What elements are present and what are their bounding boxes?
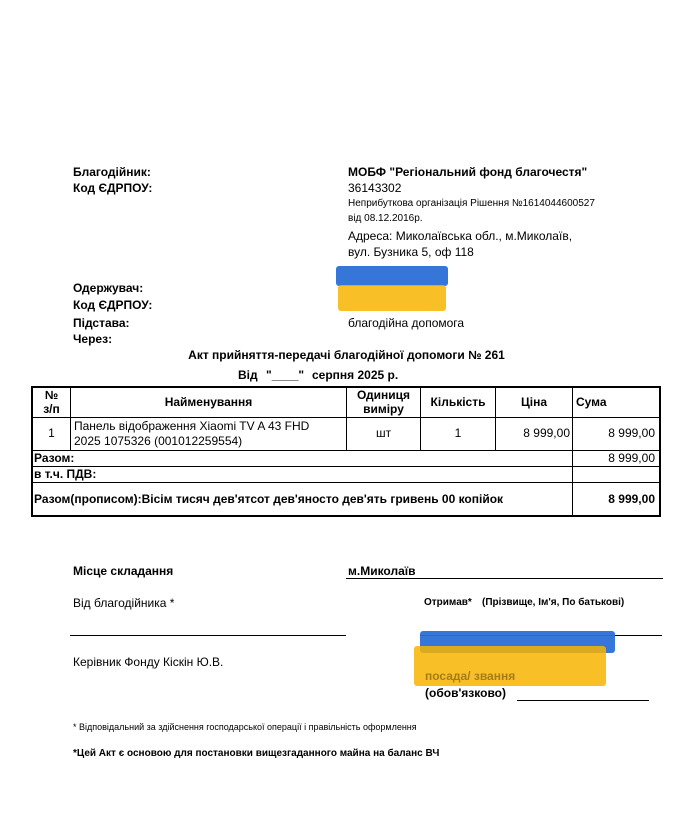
row-name-line1: Панель відображення Xiaomi TV A 43 FHD (74, 419, 310, 433)
recipient-label: Одержувач: (73, 281, 144, 295)
act-title: Акт прийняття-передачі благодійної допомоги № 261 (188, 348, 505, 362)
place-underline (346, 578, 663, 579)
row-price: 8 999,00 (523, 426, 570, 440)
donor-nonprofit-line1: Неприбуткова організація Рішення №1614044600527 (348, 198, 595, 209)
donor-address-line2: вул. Бузника 5, оф 118 (348, 245, 474, 259)
total-words: Разом(прописом):Вісім тисяч дев'ятсот дев'яносто дев'ять гривень 00 копійок (34, 492, 504, 506)
place-value: м.Миколаїв (348, 564, 416, 578)
row-sum: 8 999,00 (608, 426, 655, 440)
row-qty: 1 (454, 426, 462, 440)
from-donor: Від благодійника * (73, 596, 175, 610)
donor-label: Благодійник: (73, 165, 151, 179)
balance-note: *Цей Акт є основою для постановки вищезгаданного майна на баланс ВЧ (73, 748, 440, 759)
vat-label: в т.ч. ПДВ: (34, 467, 97, 481)
row-num: 1 (48, 426, 55, 440)
recipient-basis-label: Підстава: (73, 316, 130, 330)
header-sum: Сума (576, 395, 607, 409)
act-date-suffix: серпня 2025 р. (312, 368, 399, 382)
header-unit-line1: Одиниця (356, 388, 411, 402)
header-price: Ціна (520, 395, 548, 409)
received-hint: (Прізвище, Ім'я, По батькові) (482, 597, 625, 608)
act-date-blank: "____" (266, 368, 305, 382)
donor-nonprofit-line2: від 08.12.2016р. (348, 213, 423, 224)
recipient-name-redaction (336, 266, 448, 286)
header-qty: Кількість (430, 395, 486, 409)
place-label: Місце складання (73, 564, 174, 578)
mandatory-note: (обов'язково) (425, 686, 506, 700)
position-title: посада/ звання (425, 669, 516, 683)
recipient-code-label: Код ЄДРПОУ: (73, 298, 153, 312)
recipient-code-redaction (338, 285, 446, 311)
recipient-via-label: Через: (73, 332, 113, 346)
total-value: 8 999,00 (608, 451, 655, 465)
row-unit: шт (375, 426, 392, 440)
total-label: Разом: (34, 451, 75, 465)
donor-signature-line (70, 635, 346, 636)
responsibility-note: * Відповідальний за здійснення господарської операції і правільність оформлення (73, 722, 417, 732)
donor-name: МОБФ "Регіональний фонд благочестя" (348, 165, 588, 179)
header-name: Найменування (164, 395, 253, 409)
total-words-value: 8 999,00 (608, 492, 655, 506)
received-label: Отримав* (424, 597, 472, 608)
position-underline (517, 700, 649, 701)
header-num-line2: з/п (43, 402, 60, 416)
recipient-basis-value: благодійна допомога (348, 316, 465, 330)
donor-code: 36143302 (348, 181, 402, 195)
header-num-line1: № (44, 388, 59, 402)
director: Керівник Фонду Кіскін Ю.В. (73, 655, 224, 669)
header-unit-line2: виміру (363, 402, 404, 416)
act-date-prefix: Від (238, 368, 258, 382)
donor-address-line1: Адреса: Миколаївська обл., м.Миколаїв, (348, 229, 573, 243)
items-table (31, 386, 661, 517)
row-name-line2: 2025 1075326 (001012259554) (74, 434, 243, 448)
donor-code-label: Код ЄДРПОУ: (73, 181, 153, 195)
